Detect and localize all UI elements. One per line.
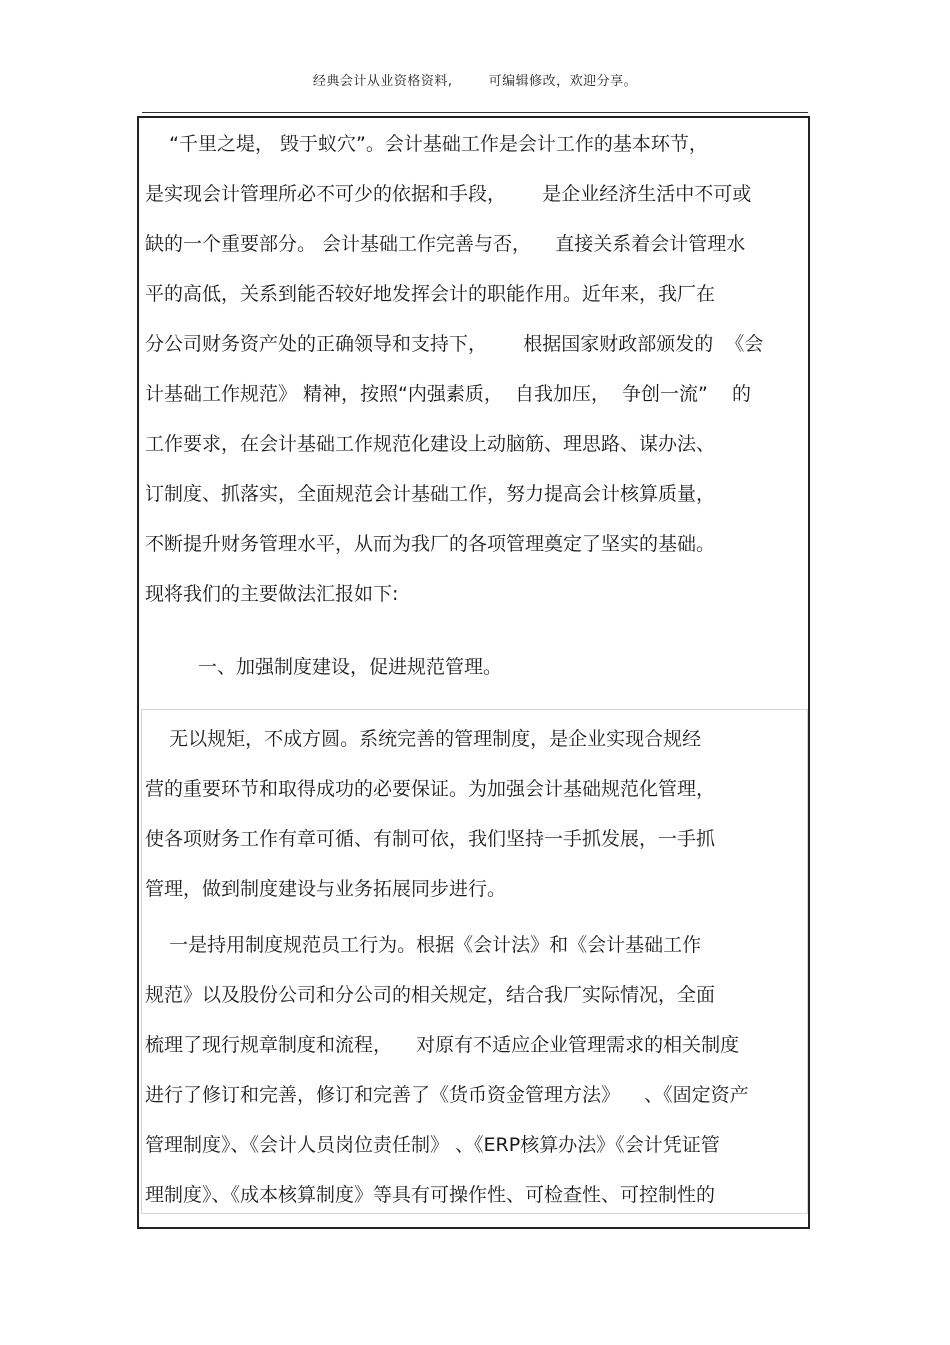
- header-left-text: 经典会计从业资格资料,: [312, 74, 453, 89]
- intro-line: 现将我们的主要做法汇报如下:: [145, 583, 399, 605]
- intro-line: 不断提升财务管理水平，从而为我厂的各项管理奠定了坚实的基础。: [145, 533, 716, 555]
- intro-line: 平的高低，关系到能否较好地发挥会计的职能作用。近年来，我厂在: [145, 283, 716, 305]
- intro-line: 计基础工作规范》 精神，按照“内强素质， 自我加压， 争创一流” 的: [145, 383, 752, 405]
- intro-line: “千里之堤， 毁于蚁穴”。会计基础工作是会计工作的基本环节，: [145, 133, 708, 155]
- para2-line: 规范》以及股份公司和分公司的相关规定，结合我厂实际情况，全面: [145, 984, 716, 1006]
- intro-line: 订制度、抓落实，全面规范会计基础工作，努力提高会计核算质量，: [145, 483, 716, 505]
- intro-line: 分公司财务资产处的正确领导和支持下， 根据国家财政部颁发的 《会: [145, 333, 764, 355]
- intro-line: 是实现会计管理所必不可少的依据和手段， 是企业经济生活中不可或: [145, 183, 752, 205]
- para2-line: 管理制度》、《会计人员岗位责任制》 、《ERP核算办法》《会计凭证管: [145, 1134, 720, 1156]
- intro-line: 缺的一个重要部分。 会计基础工作完善与否， 直接关系着会计管理水: [145, 233, 746, 255]
- para2-line: 一是持用制度规范员工行为。根据《会计法》和《会计基础工作: [145, 934, 702, 956]
- para2-line: 进行了修订和完善，修订和完善了《货币资金管理方法》 、《固定资产: [145, 1084, 749, 1106]
- header-right-text: 可编辑修改，欢迎分享。: [488, 74, 638, 89]
- para2-line: 理制度》、《成本核算制度》等具有可操作性、可检查性、可控制性的: [145, 1184, 716, 1206]
- para1-line: 无以规矩，不成方圆。系统完善的管理制度，是企业实现合规经: [145, 728, 702, 750]
- page-header: [0, 70, 950, 89]
- para1-line: 管理，做到制度建设与业务拓展同步进行。: [145, 878, 507, 900]
- para2-line: 梳理了现行规章制度和流程， 对原有不适应企业管理需求的相关制度: [145, 1034, 740, 1056]
- para1-line: 营的重要环节和取得成功的必要保证。为加强会计基础规范化管理，: [145, 778, 716, 800]
- section-heading: 一、加强制度建设，促进规范管理。: [198, 656, 503, 678]
- header-divider: [142, 112, 808, 113]
- intro-line: 工作要求，在会计基础工作规范化建设上动脑筋、理思路、谋办法、: [145, 433, 716, 455]
- para1-line: 使各项财务工作有章可循、有制可依，我们坚持一手抓发展，一手抓: [145, 828, 716, 850]
